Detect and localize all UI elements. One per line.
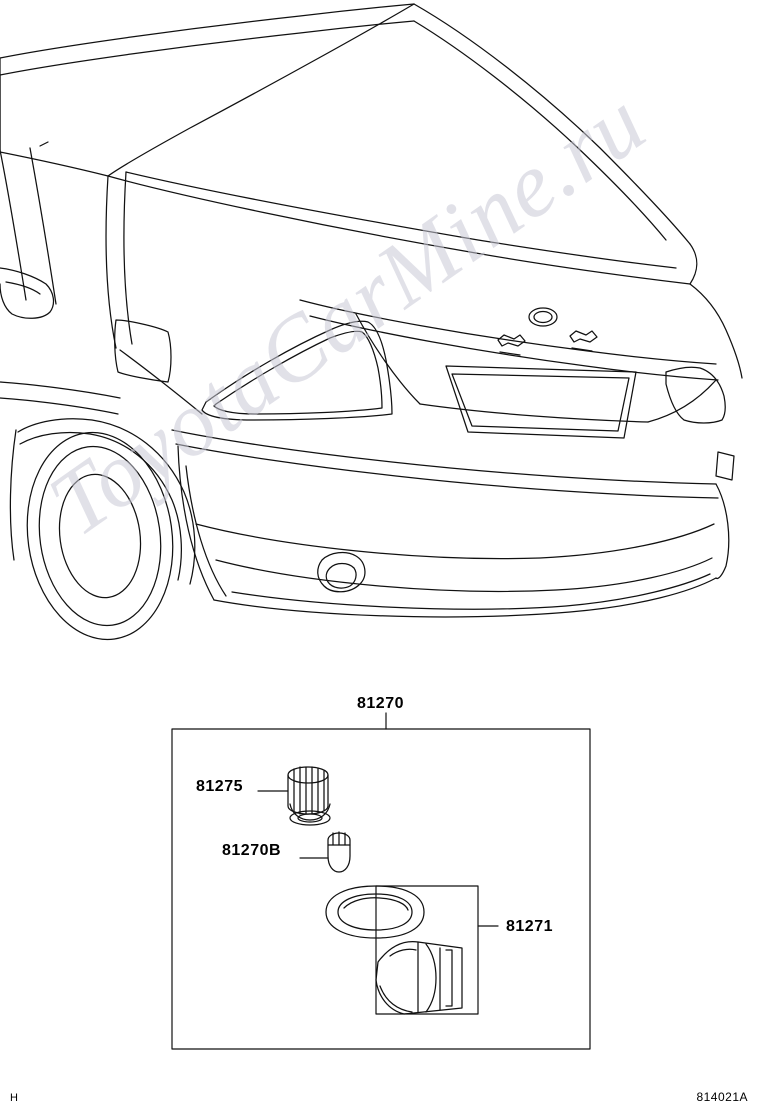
callout-81275: 81275 xyxy=(196,778,243,795)
watermark-text: ToyotaCarMine.ru xyxy=(31,70,664,556)
diagram-code: 814021A xyxy=(696,1090,748,1104)
callout-81271: 81271 xyxy=(506,918,553,935)
sheet-mark: H xyxy=(10,1092,18,1104)
callout-81270B: 81270B xyxy=(222,842,282,859)
callout-81270: 81270 xyxy=(357,695,404,712)
